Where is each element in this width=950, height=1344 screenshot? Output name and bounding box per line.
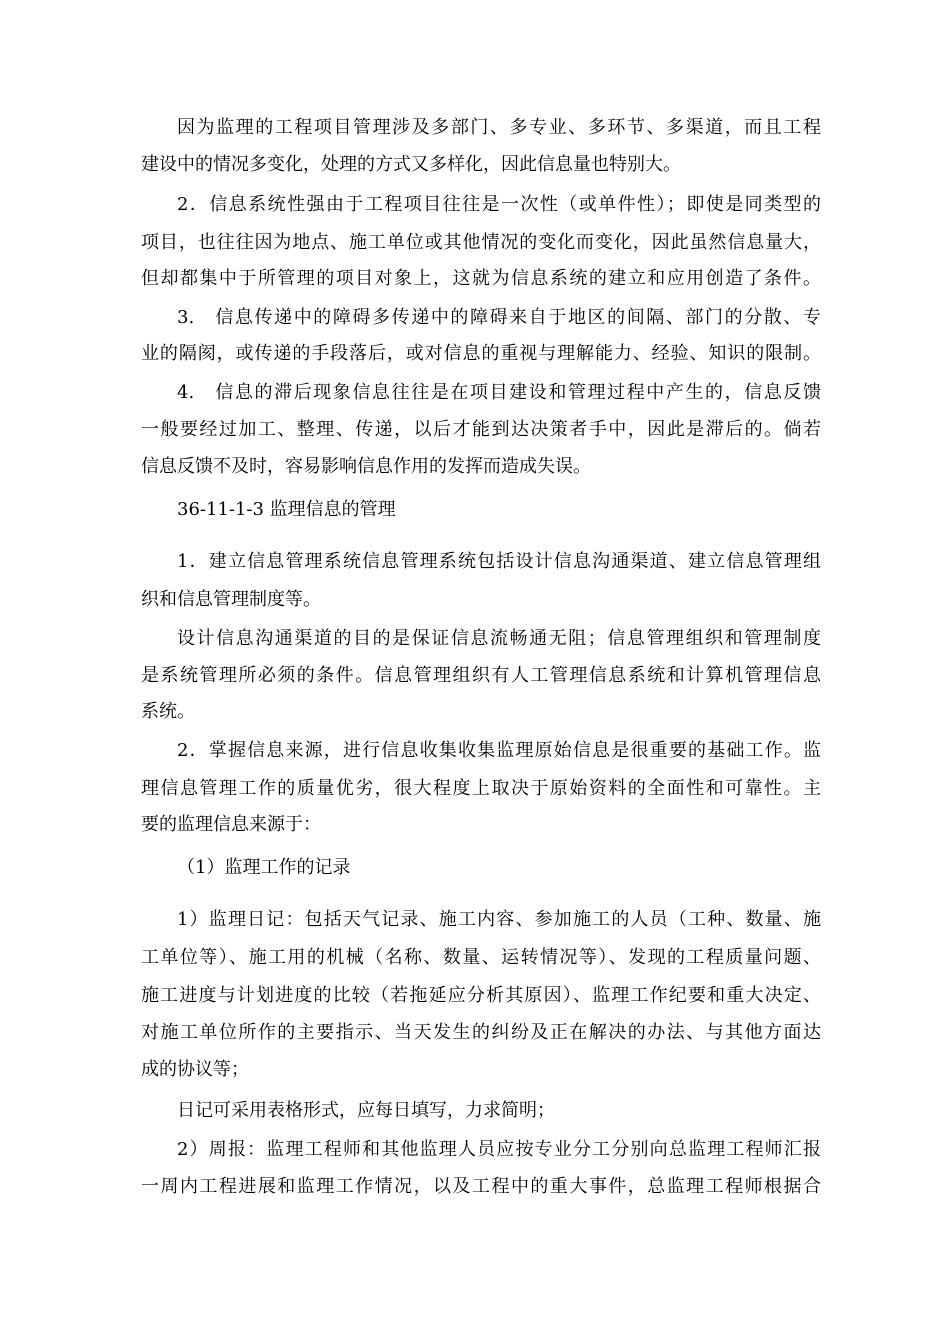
text-line: 织和信息管理制度等。	[141, 589, 321, 610]
text-line: 是系统管理所必须的条件。信息管理组织有人工管理信息系统和计算机管理信息	[141, 665, 821, 686]
text-line: 4. 信息的滞后现象信息往往是在项目建设和管理过程中产生的，信息反馈	[177, 382, 821, 403]
text-line: 日记可采用表格形式，应每日填写，力求简明；	[177, 1100, 555, 1121]
text-line: 系统。	[141, 701, 195, 722]
text-line: 理信息管理工作的质量优劣，很大程度上取决于原始资料的全面性和可靠性。主	[141, 778, 821, 799]
text-line: 1）监理日记：包括天气记录、施工内容、参加施工的人员（工种、数量、施	[177, 909, 821, 930]
text-line: 2．掌握信息来源，进行信息收集收集监理原始信息是很重要的基础工作。监	[177, 740, 821, 761]
text-line: 一周内工程进展和监理工作情况，以及工程中的重大事件，总监理工程师根据合	[141, 1176, 821, 1197]
section-heading: 36-11-1-3 监理信息的管理	[177, 499, 396, 520]
text-line: 工单位等）、施工用的机械（名称、数量、运转情况等）、发现的工程质量问题、	[141, 947, 821, 968]
text-line: 施工进度与计划进度的比较（若拖延应分析其原因）、监理工作纪要和重大决定、	[141, 985, 821, 1006]
text-line: 成的协议等；	[141, 1059, 249, 1080]
text-line: 设计信息沟通渠道的目的是保证信息流畅通无阻；信息管理组织和管理制度	[177, 628, 821, 649]
text-line: 但却都集中于所管理的项目对象上，这就为信息系统的建立和应用创造了条件。	[141, 268, 821, 289]
text-line: 一般要经过加工、整理、传递，以后才能到达决策者手中，因此是滞后的。倘若	[141, 419, 821, 440]
text-line: 对施工单位所作的主要指示、当天发生的纠纷及正在解决的办法、与其他方面达	[141, 1022, 821, 1043]
text-line: 建设中的情况多变化，处理的方式又多样化，因此信息量也特别大。	[141, 154, 681, 175]
text-line: 业的隔阂，或传递的手段落后，或对信息的重视与理解能力、经验、知识的限制。	[141, 343, 821, 364]
text-line: 要的监理信息来源于：	[141, 814, 321, 835]
text-line: 1．建立信息管理系统信息管理系统包括设计信息沟通渠道、建立信息管理组	[177, 551, 821, 572]
text-line: 信息反馈不及时，容易影响信息作用的发挥而造成失误。	[141, 456, 591, 477]
text-line: 3. 信息传递中的障碍多传递中的障碍来自于地区的间隔、部门的分散、专	[177, 307, 821, 328]
text-line: 因为监理的工程项目管理涉及多部门、多专业、多环节、多渠道，而且工程	[177, 117, 821, 138]
text-line: 项目，也往往因为地点、施工单位或其他情况的变化而变化，因此虽然信息量大，	[141, 232, 821, 253]
text-line: 2．信息系统性强由于工程项目往往是一次性（或单件性）；即使是同类型的	[177, 194, 821, 215]
subsection-heading: （1）监理工作的记录	[177, 857, 351, 878]
text-line: 2）周报：监理工程师和其他监理人员应按专业分工分别向总监理工程师汇报	[177, 1139, 821, 1160]
